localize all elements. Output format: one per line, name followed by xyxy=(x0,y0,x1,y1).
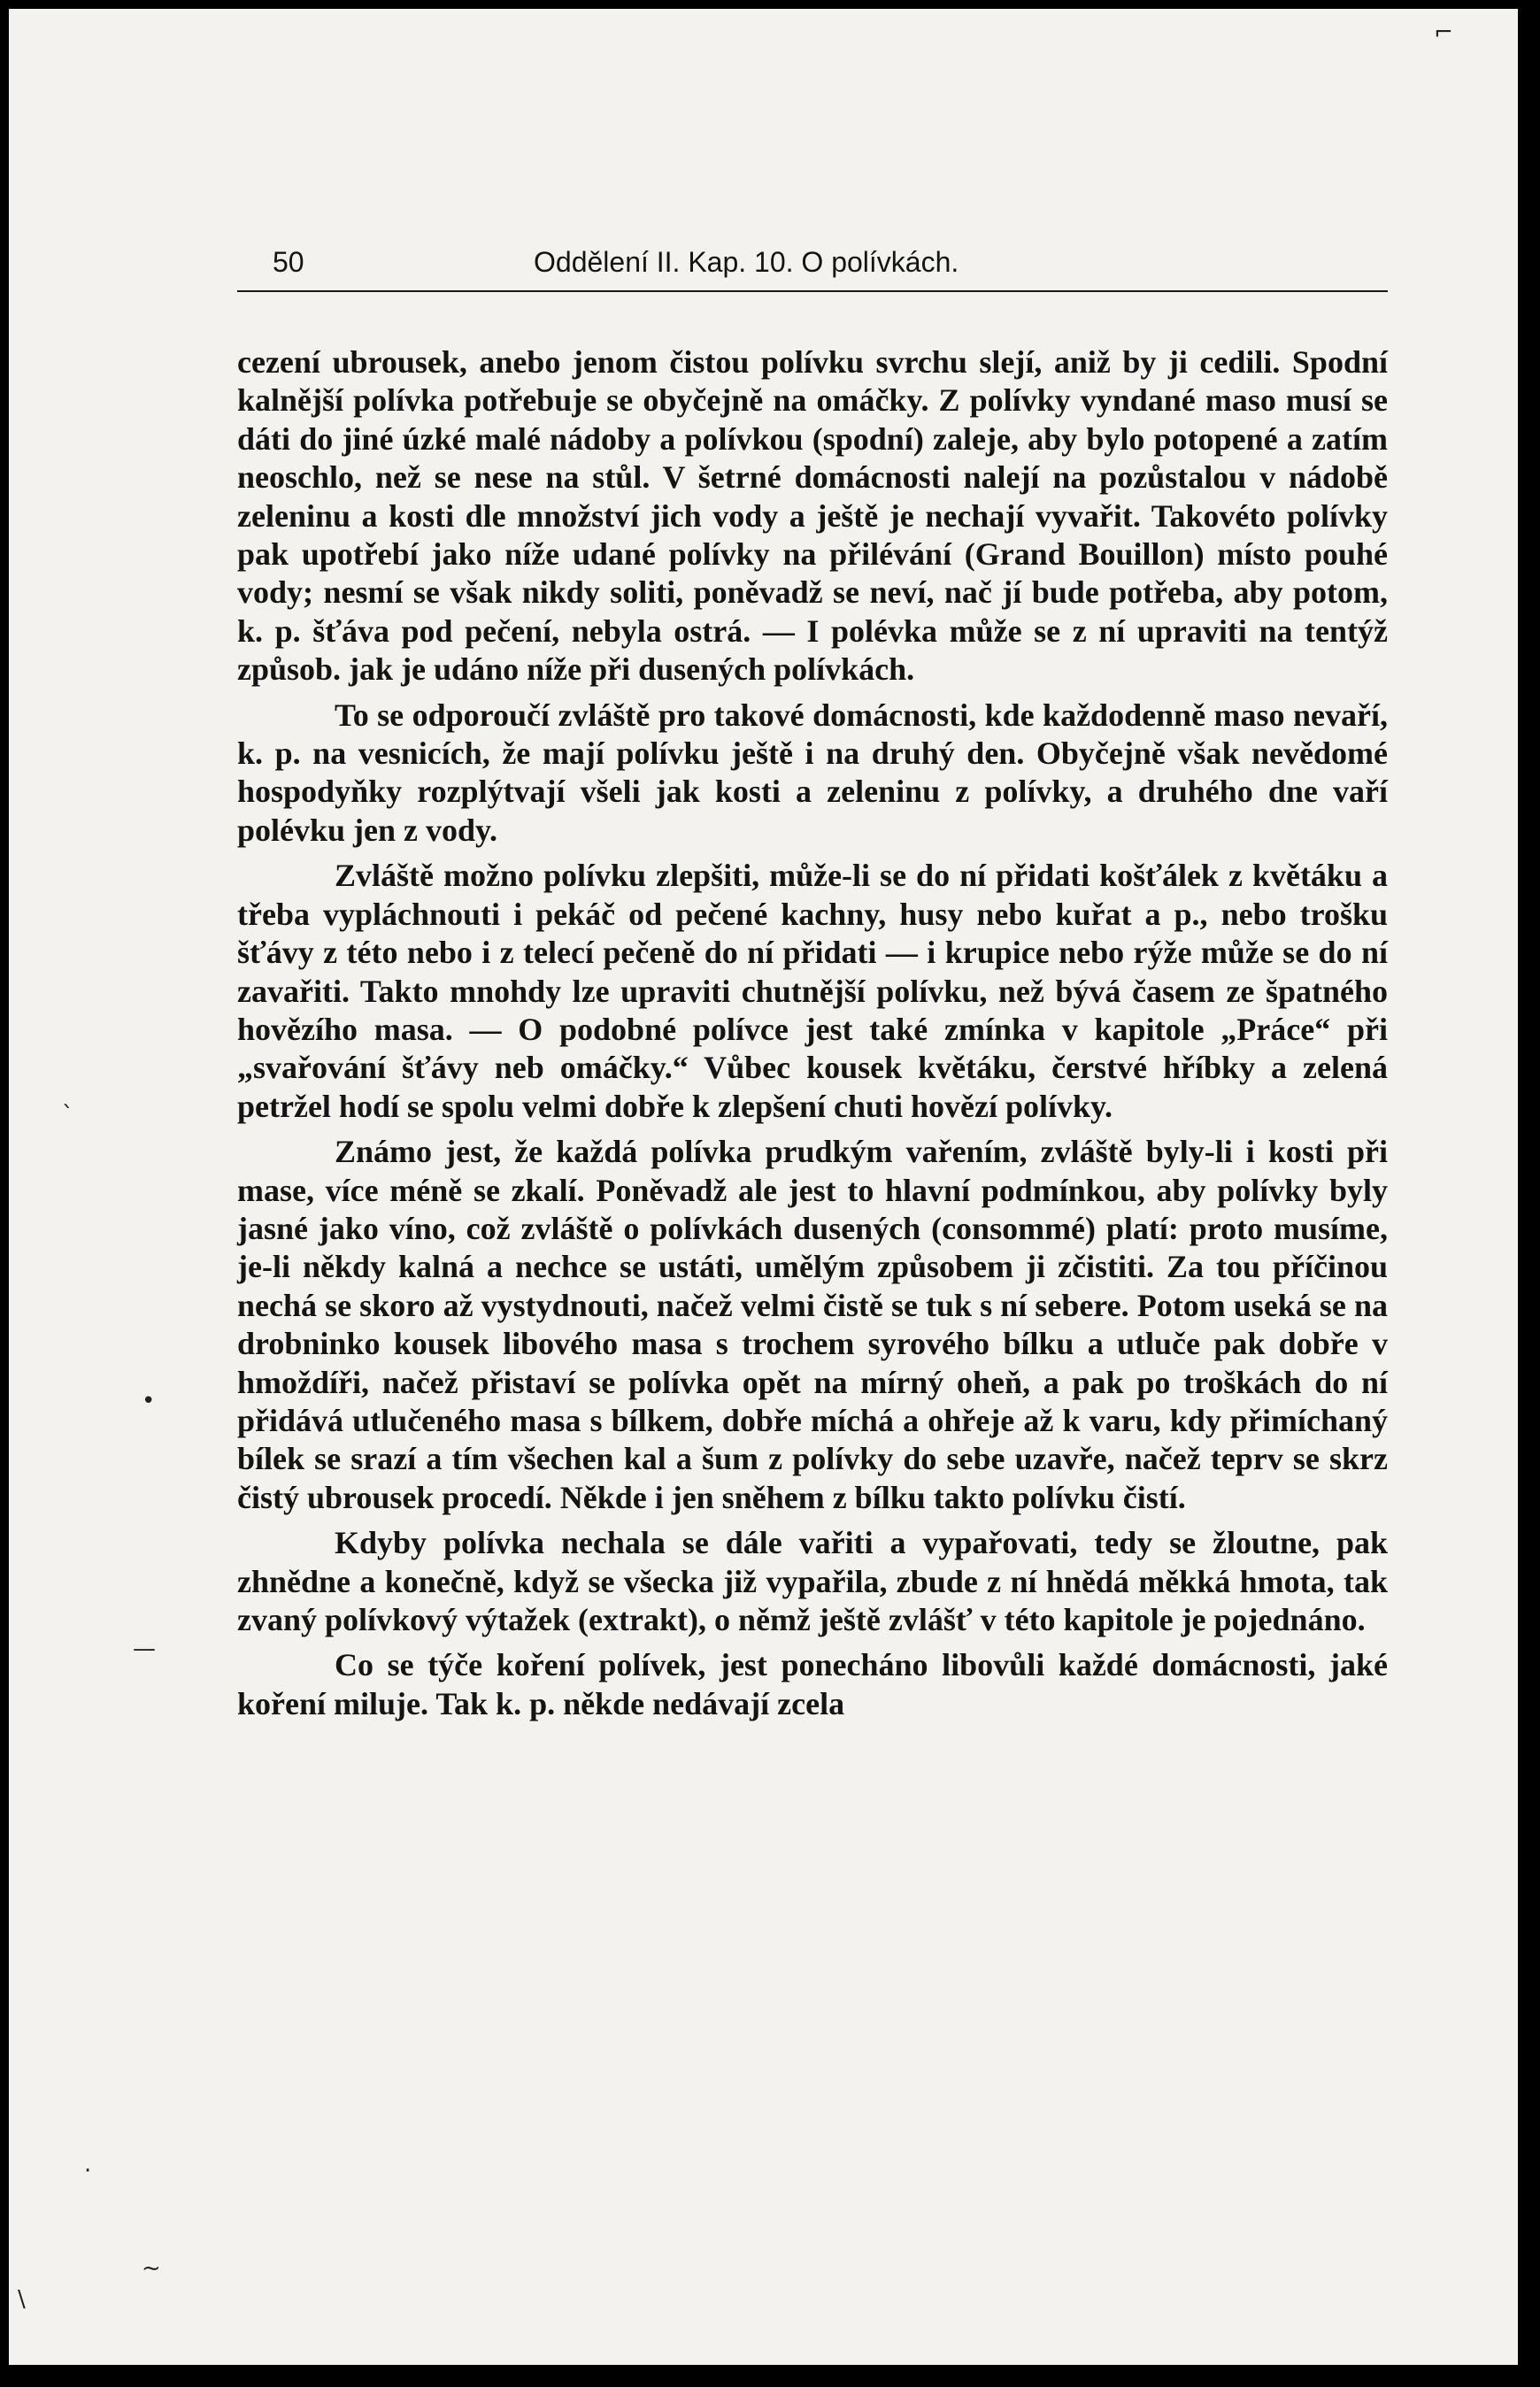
page-header xyxy=(237,241,1388,283)
header-rule xyxy=(237,290,1388,292)
scan-speck: ~ xyxy=(142,2255,161,2282)
scan-speck: · xyxy=(84,2158,92,2184)
scan-speck: • xyxy=(142,1388,156,1414)
page-number: 50 xyxy=(273,246,304,278)
scan-speck: ˎ xyxy=(62,1082,73,1109)
scan-speck: — xyxy=(133,1636,156,1662)
paragraph-5: Kdyby polívka nechala se dále vařiti a vypařovati, tedy se žloutne, pak zhnědne a konečně, když se všecka již vypařila, zbude z ní hnědá měkká hmota, tak zvaný polívkový výtažek (extrakt), o němž ještě zvlášť v této kapitole je pojednáno. xyxy=(237,1525,1388,1637)
scan-speck: \ xyxy=(18,2286,26,2313)
paragraph-4: Známo jest, že každá polívka prudkým vařením, zvláště byly-li i kosti při mase, více méně se zkalí. Poněvadž ale jest to hlavní podmínkou, aby polívky byly jasné jako víno, což zvláště o polívkách dusených (consommé) platí: proto musíme, je-li někdy kalná a nechce se ustáti, umělým způsobem ji zčistiti. Za tou příčinou nechá se skoro až vystydnouti, načež velmi čistě se tuk s ní sebere. Potom useká se na drobninko kousek libového masa s trochem syrového bílku a utluče pak dobře v hmoždíři, načež přistaví se polívka opět na mírný oheň, a pak po troškách do ní přidává utlučeného masa s bílkem, dobře míchá a ohřeje až k varu, kdy přimíchaný bílek se srazí a tím všechen kal a šum z polívky do sebe uzavře, načež teprv se skrz čistý ubrousek procedí. Někde i jen sněhem z bílku takto polívku čistí. xyxy=(237,1134,1388,1515)
body-text xyxy=(237,343,1388,1723)
paragraph-3: Zvláště možno polívku zlepšiti, může-li se do ní přidati košťálek z květáku a třeba vypláchnouti i pekáč od pečené kachny, husy nebo kuřat a p., nebo trošku šťávy z této nebo i z telecí pečeně do ní přidati — i krupice nebo rýže může se do ní zavařiti. Takto mnohdy lze upraviti chutnější polívku, než bývá časem ze špatného hovězího masa. — O podobné polívce jest také zmínka v kapitole „Práce“ při „svařování šťávy neb omáčky.“ Vůbec kousek květáku, čerstvé hříbky a zelená petržel hodí se spolu velmi dobře k zlepšení chuti hovězí polívky. xyxy=(237,858,1388,1124)
scanned-page xyxy=(9,9,1518,2365)
paragraph-6: Co se týče koření polívek, jest ponecháno libovůli každé domácnosti, jaké koření miluje. Tak k. p. někde nedávají zcela xyxy=(237,1647,1388,1721)
paragraph-1: cezení ubrousek, anebo jenom čistou polívku svrchu slejí, aniž by ji cedili. Spodní kalnější polívka potřebuje se obyčejně na omáčky. Z polívky vyndané maso musí se dáti do jiné úzké malé nádoby a polívkou (spodní) zaleje, aby bylo potopené a zatím neoschlo, než se nese na stůl. V šetrné domácnosti nalejí na pozůstalou v nádobě zeleninu a kosti dle množství jich vody a ještě je nechají vyvařit. Takovéto polívky pak upotřebí jako níže udané polívky na přilévání (Grand Bouillon) místo pouhé vody; nesmí se však nikdy soliti, poněvadž se neví, nač jí bude potřeba, aby potom, k. p. šťáva pod pečení, nebyla ostrá. — I polévka může se z ní upraviti na tentýž způsob. jak je udáno níže při dusených polívkách. xyxy=(237,344,1388,688)
scan-speck: ⌐ xyxy=(1434,19,1453,46)
paragraph-2: To se odporoučí zvláště pro takové domácnosti, kde každodenně maso nevaří, k. p. na vesnicích, že mají polívku ještě i na druhý den. Obyčejně však nevědomé hospodyňky rozplýtvají všeli jak kosti a zeleninu z polívky, a druhého dne vaří polévku jen z vody. xyxy=(237,697,1388,848)
running-head: Oddělení II. Kap. 10. O polívkách. xyxy=(534,246,959,278)
